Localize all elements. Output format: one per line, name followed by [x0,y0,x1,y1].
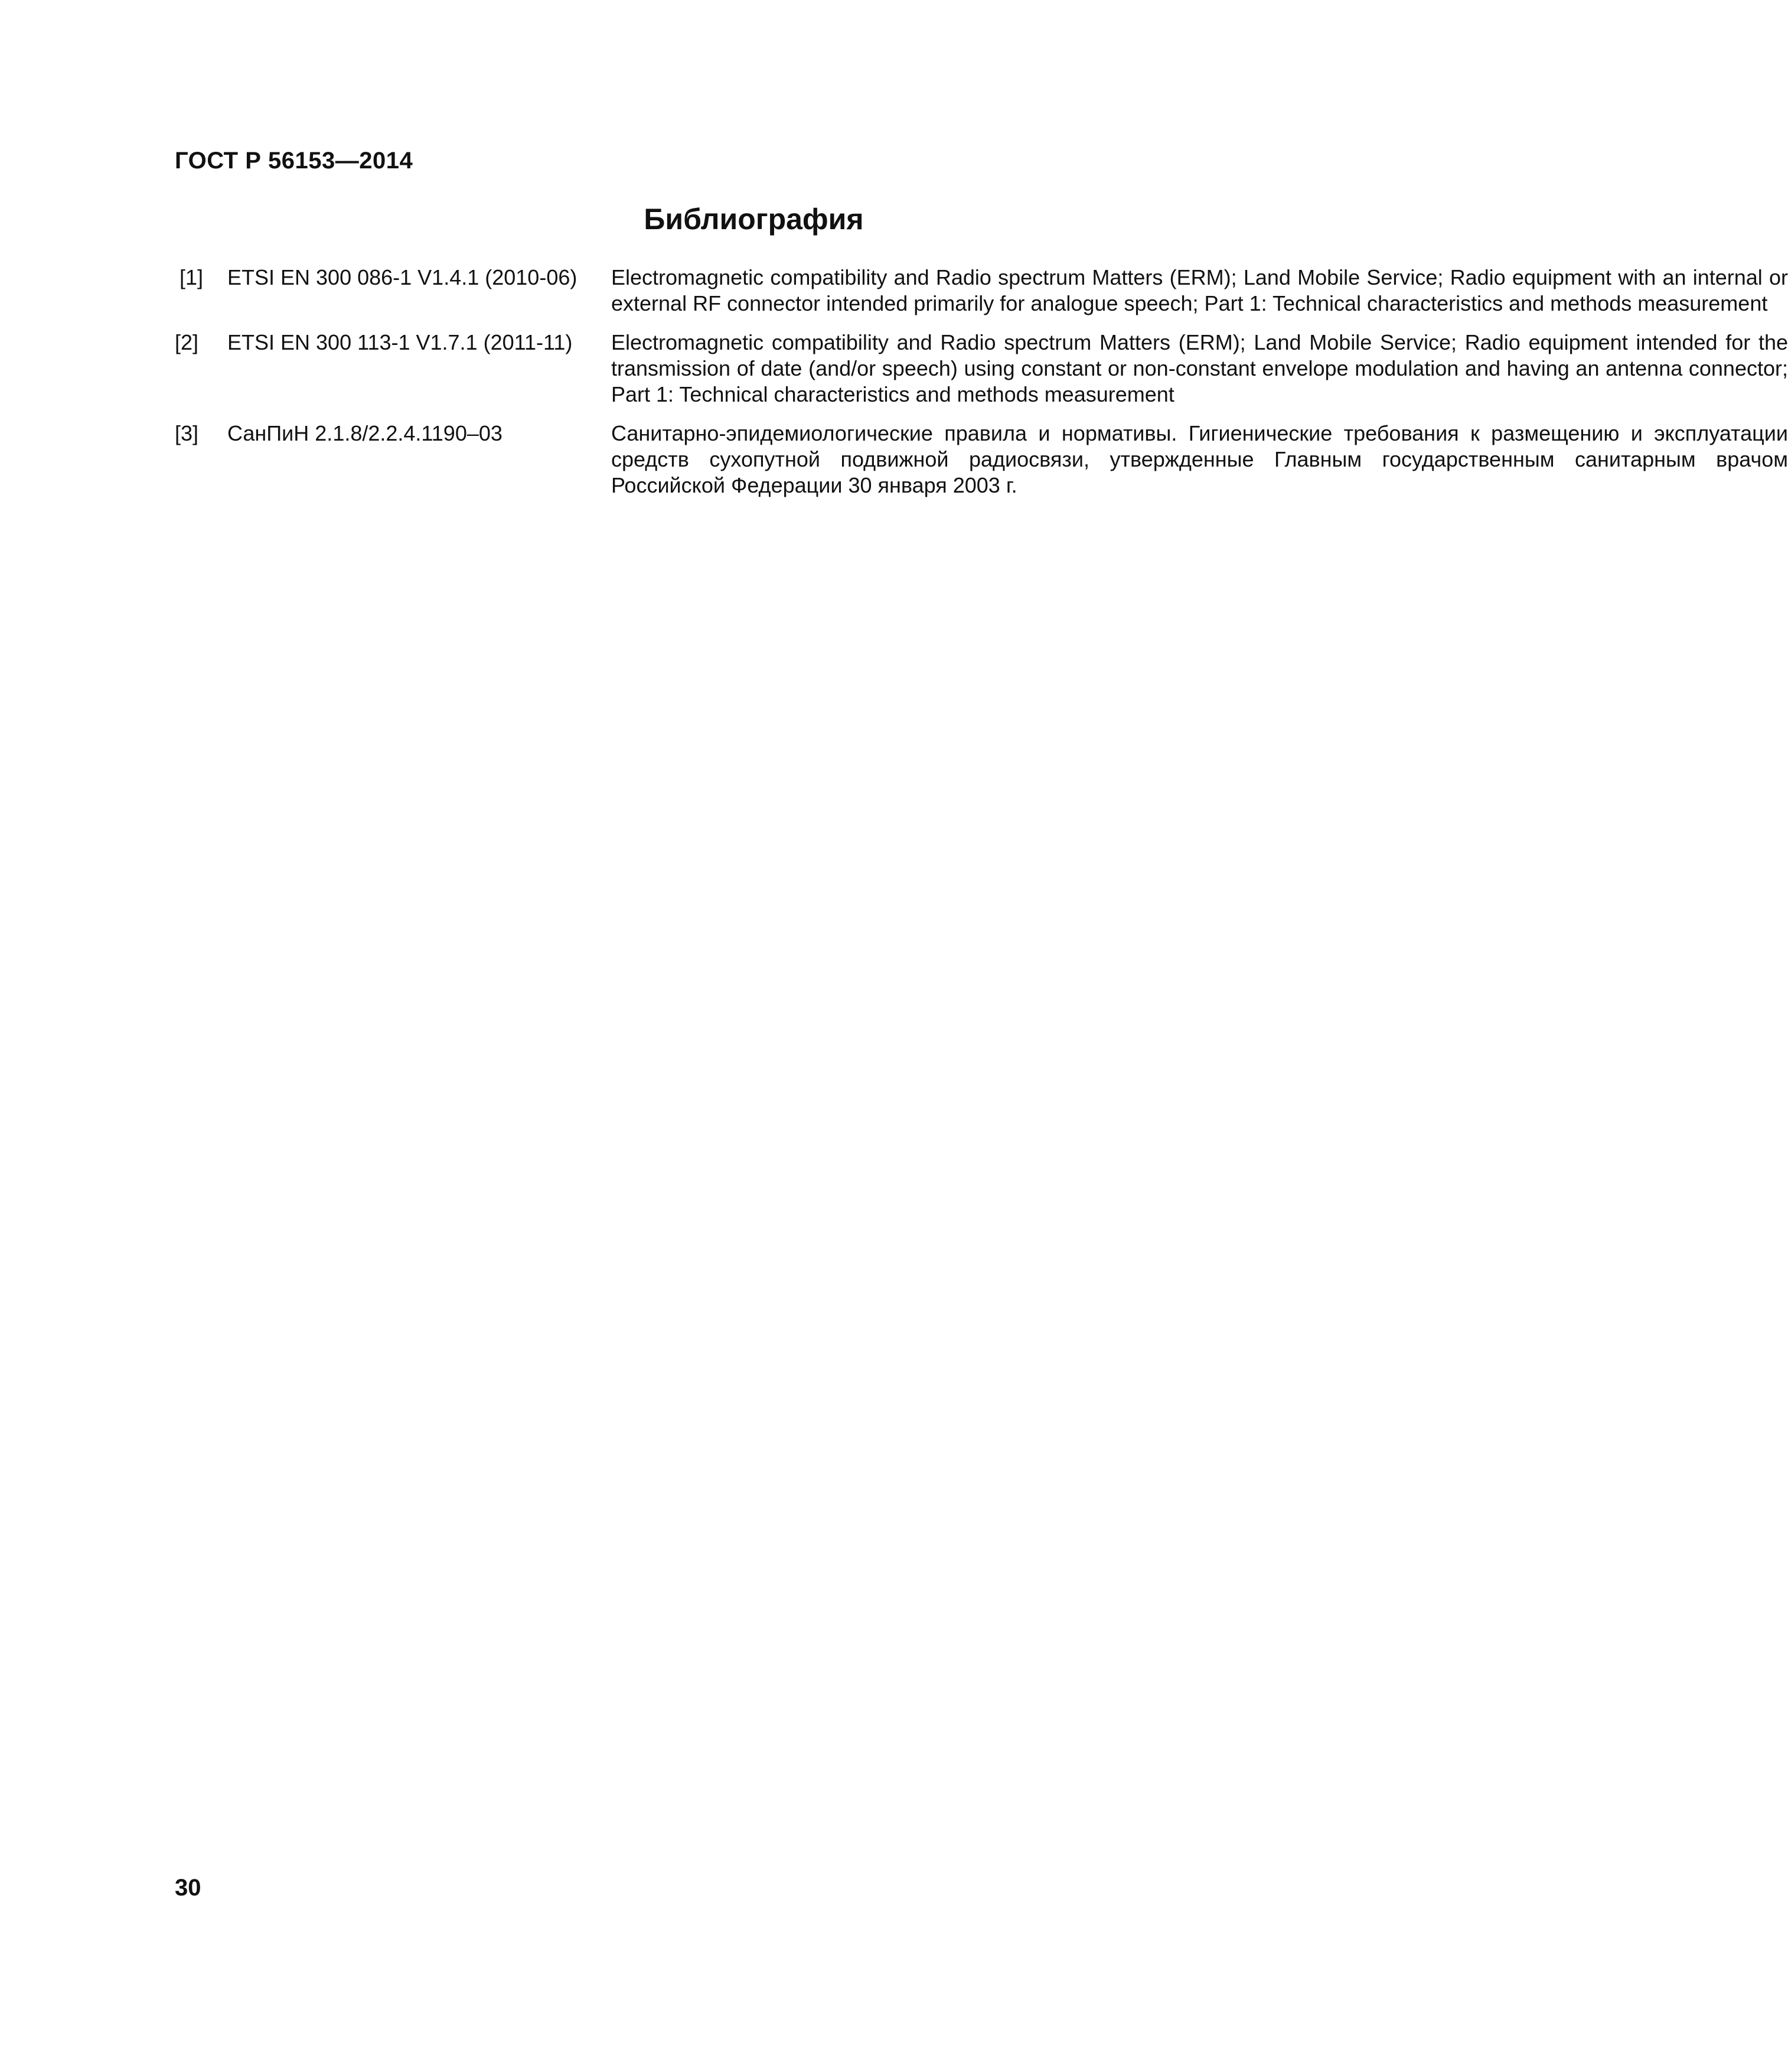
entry-reference: ETSI EN 300 113-1 V1.7.1 (2011-11) [227,330,573,354]
entry-reference: ETSI EN 300 086-1 V1.4.1 (2010-06) [227,265,577,289]
bibliography-entry [175,330,1788,408]
bibliography-title: Библиография [644,203,864,236]
bibliography-entry [175,421,1788,499]
entry-description: Electromagnetic compatibility and Radio spectrum Matters (ERM); Land Mobile Service; Radio equipment with an internal or external RF connector intended primarily for analogue speech; Part 1: Technical characteristics and methods measurement [611,265,1788,315]
entry-number: [2] [175,330,199,354]
entry-number: [3] [175,421,199,445]
entry-reference: СанПиН 2.1.8/2.2.4.1190–03 [227,421,503,445]
bibliography-entry [175,265,1788,317]
page-number: 30 [175,1875,201,1901]
standard-id-header: ГОСТ Р 56153—2014 [175,148,413,174]
entry-number: [1] [180,265,204,289]
entry-description: Electromagnetic compatibility and Radio spectrum Matters (ERM); Land Mobile Service; Radio equipment intended for the transmission of date (and/or speech) using constant or non-constant envelope modulation and having an antenna connector; Part 1: Technical characteristics and methods measurement [611,330,1788,406]
bibliography-list [175,265,1788,512]
entry-description: Санитарно-эпидемиологические правила и нормативы. Гигиенические требования к размещению и эксплуатации средств сухопутной подвижной радиосвязи, утвержденные Главным государственным санитарным врачом Российской Федерации 30 января 2003 г. [611,421,1788,497]
